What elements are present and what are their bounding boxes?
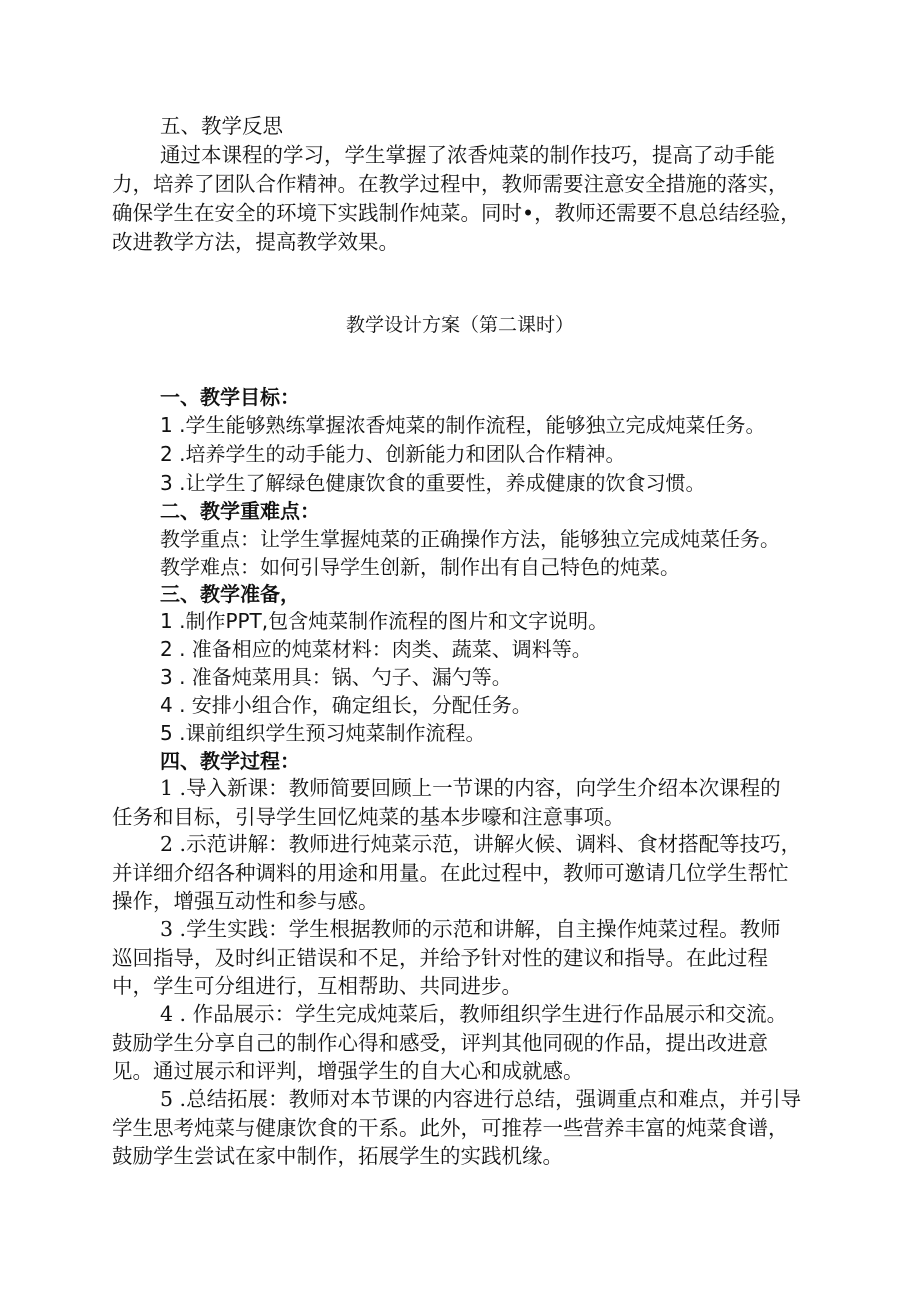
- process-line: 鼓励学生分享自己的制作心得和感受，评判其他同砚的作品，提出改进意: [112, 1031, 768, 1055]
- preparation-item: 2 . 准备相应的炖菜材料：肉类、蔬菜、调料等。: [160, 637, 592, 661]
- key-points-heading: 二、教学重难点：: [160, 499, 320, 523]
- process-line: 见。通过展示和评判，增强学生的自大心和成就感。: [112, 1059, 584, 1083]
- key-point-item: 教学难点：如何引导学生创新，制作出有自己特色的炖菜。: [160, 555, 680, 579]
- reflection-line: 改进教学方法，提高教学效果。: [112, 230, 399, 254]
- preparation-item: 4 . 安排小组合作，确定组长，分配任务。: [160, 693, 532, 717]
- objectives-heading: 一、教学目标：: [160, 385, 300, 409]
- process-line: 中，学生可分组进行，互相帮助、共同进步。: [112, 974, 522, 998]
- key-point-item: 教学重点：让学生掌握炖菜的正确操作方法，能够独立完成炖菜任务。: [160, 527, 780, 551]
- preparation-item: 3 . 准备炖菜用具：锅、勺子、漏勺等。: [160, 665, 512, 689]
- process-line: 4 . 作品展示：学生完成炖菜后，教师组织学生进行作品展示和交流。: [160, 1002, 788, 1026]
- reflection-line: 通过本课程的学习，学生掌握了浓香炖菜的制作技巧，提高了动手能: [160, 143, 775, 167]
- process-line: 鼓励学生尝试在家中制作，拓展学生的实践机缘。: [112, 1144, 563, 1168]
- process-line: 并详细介绍各种调料的用途和用量。在此过程中，教师可邀请几位学生帮忙: [112, 861, 789, 885]
- process-line: 任务和目标，引导学生回忆炖菜的基本步嚎和注意事项。: [112, 805, 625, 829]
- objective-item: 2 .培养学生的动手能力、创新能力和团队合作精神。: [160, 442, 626, 466]
- process-line: 巡回指导，及时纠正错误和不足，并给予针对性的建议和指导。在此过程: [112, 946, 768, 970]
- process-heading: 四、教学过程：: [160, 749, 300, 773]
- reflection-heading: 五、教学反思: [160, 114, 283, 138]
- reflection-line: 确保学生在安全的环境下实践制作炖菜。同时•，教师还需要不息总结经验，: [112, 201, 801, 225]
- objective-item: 1 .学生能够熟练掌握浓香炖菜的制作流程，能够独立完成炖菜任务。: [160, 413, 766, 437]
- process-line: 1 .导入新课：教师简要回顾上一节课的内容，向学生介绍本次课程的: [160, 776, 781, 800]
- process-line: 操作，增强互动性和参与感。: [112, 889, 379, 913]
- process-line: 学生思考炖菜与健康饮食的干系。此外，可推荐一些营养丰富的炖菜食谱，: [112, 1116, 789, 1140]
- preparation-item: 5 .课前组织学生预习炖菜制作流程。: [160, 721, 486, 745]
- process-line: 3 .学生实践：学生根据教师的示范和讲解，自主操作炖菜过程。教师: [160, 917, 781, 941]
- objective-item: 3 .让学生了解绿色健康饮食的重要性，养成健康的饮食习惯。: [160, 471, 706, 495]
- preparation-item: 1 .制作PPT,包含炖菜制作流程的图片和文字说明。: [160, 609, 609, 633]
- process-line: 2 .示范讲解：教师进行炖菜示范，讲解火候、调料、食材搭配等技巧，: [160, 832, 802, 856]
- process-line: 5 .总结拓展：教师对本节课的内容进行总结，强调重点和难点，并引导: [160, 1087, 802, 1111]
- reflection-line: 力，培养了团队合作精神。在教学过程中，教师需要注意安全措施的落实，: [112, 172, 789, 196]
- preparation-heading: 三、教学准备，: [160, 582, 300, 606]
- plan-title: 教学设计方案（第二课时）: [345, 314, 574, 336]
